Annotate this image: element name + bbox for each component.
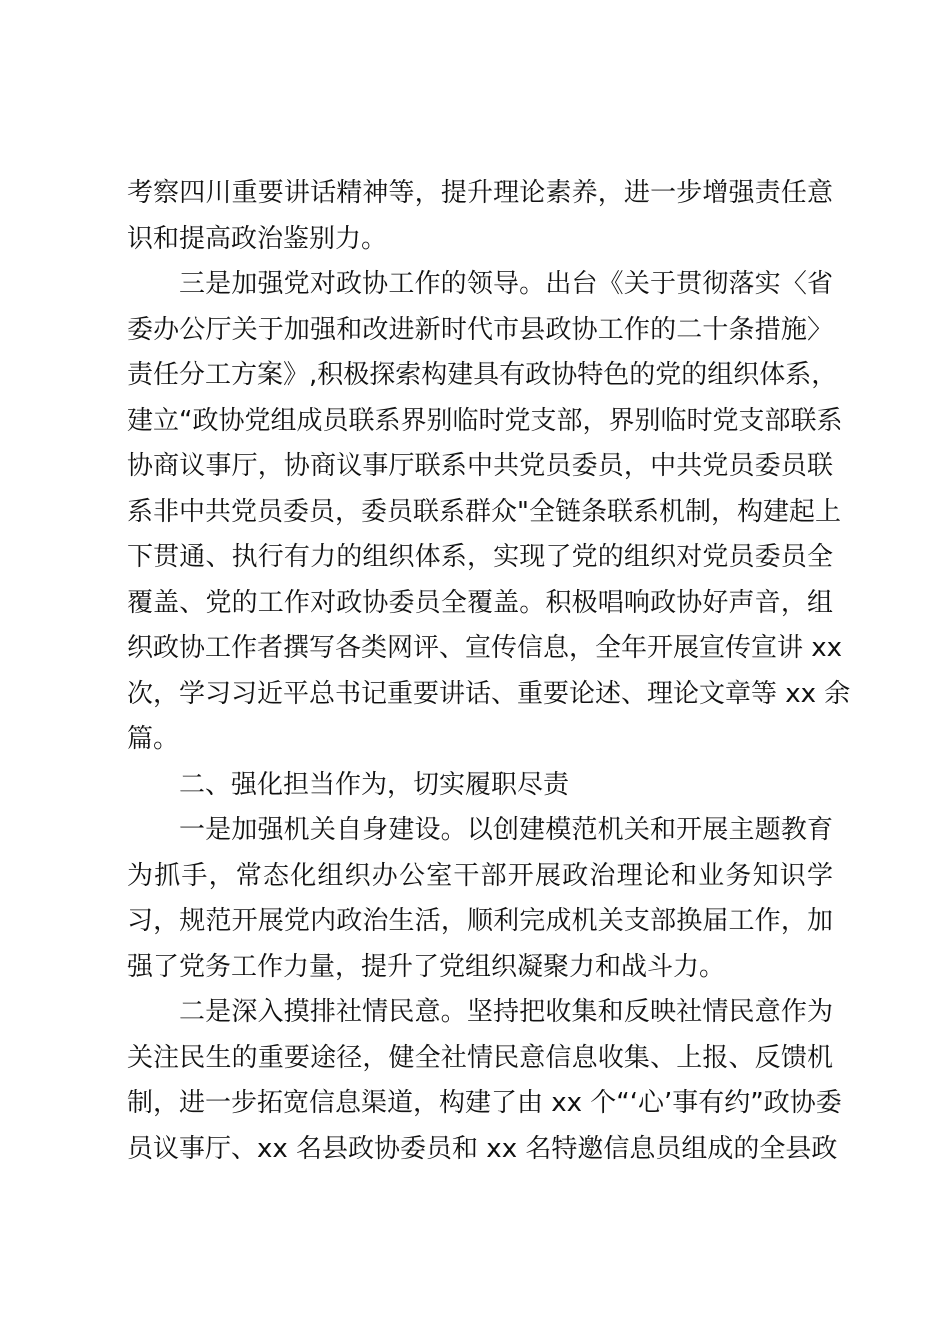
document-body — [127, 171, 851, 1172]
text-line: 织政协工作者撰写各类网评、宣传信息，全年开展宣传宣讲 xx — [127, 633, 843, 663]
text-line: 覆盖、党的工作对政协委员全覆盖。积极唱响政协好声音，组 — [127, 587, 833, 618]
text-line: 为抓手，常态化组织办公室干部开展政治理论和业务知识学 — [127, 860, 833, 891]
text-line: 习，规范开展党内政治生活，顺利完成机关支部换届工作，加 — [127, 906, 833, 936]
paragraph-start-line: 三是加强党对政协工作的领导。出台《关于贯彻落实〈省 — [179, 269, 833, 299]
text-line: 识和提高政治鉴别力。 — [127, 223, 388, 254]
text-line: 考察四川重要讲话精神等，提升理论素养，进一步增强责任意 — [127, 178, 833, 208]
paragraph-start-line: 二是深入摸排社情民意。坚持把收集和反映社情民意作为 — [179, 997, 833, 1027]
text-line: 强了党务工作力量，提升了党组织凝聚力和战斗力。 — [127, 951, 726, 982]
text-line: 协商议事厅，协商议事厅联系中共党员委员，中共党员委员联 — [127, 451, 833, 481]
text-line: 关注民生的重要途径，健全社情民意信息收集、上报、反馈机 — [127, 1042, 833, 1073]
text-line: 下贯通、执行有力的组织体系，实现了党的组织对党员委员全 — [127, 542, 833, 572]
text-line: 建立“政协党组成员联系界别临时党支部，界别临时党支部联系 — [127, 405, 843, 436]
text-line: 制，进一步拓宽信息渠道，构建了由 xx 个“‘心’事有约”政协委 — [127, 1088, 842, 1118]
text-line: 篇。 — [127, 724, 180, 754]
section-heading: 二、强化担当作为，切实履职尽责 — [179, 769, 570, 800]
text-line: 员议事厅、xx 名县政协委员和 xx 名特邀信息员组成的全县政 — [127, 1133, 838, 1164]
text-line: 委办公厅关于加强和改进新时代市县政协工作的二十条措施〉 — [127, 314, 833, 345]
text-line: 系非中共党员委员，委员联系群众"全链条联系机制，构建起上 — [127, 496, 841, 527]
text-line: 责任分工方案》,积极探索构建具有政协特色的党的组织体系， — [127, 360, 838, 390]
paragraph-start-line: 一是加强机关自身建设。以创建模范机关和开展主题教育 — [179, 815, 833, 845]
text-line: 次，学习习近平总书记重要讲话、重要论述、理论文章等 xx 余 — [127, 678, 851, 709]
